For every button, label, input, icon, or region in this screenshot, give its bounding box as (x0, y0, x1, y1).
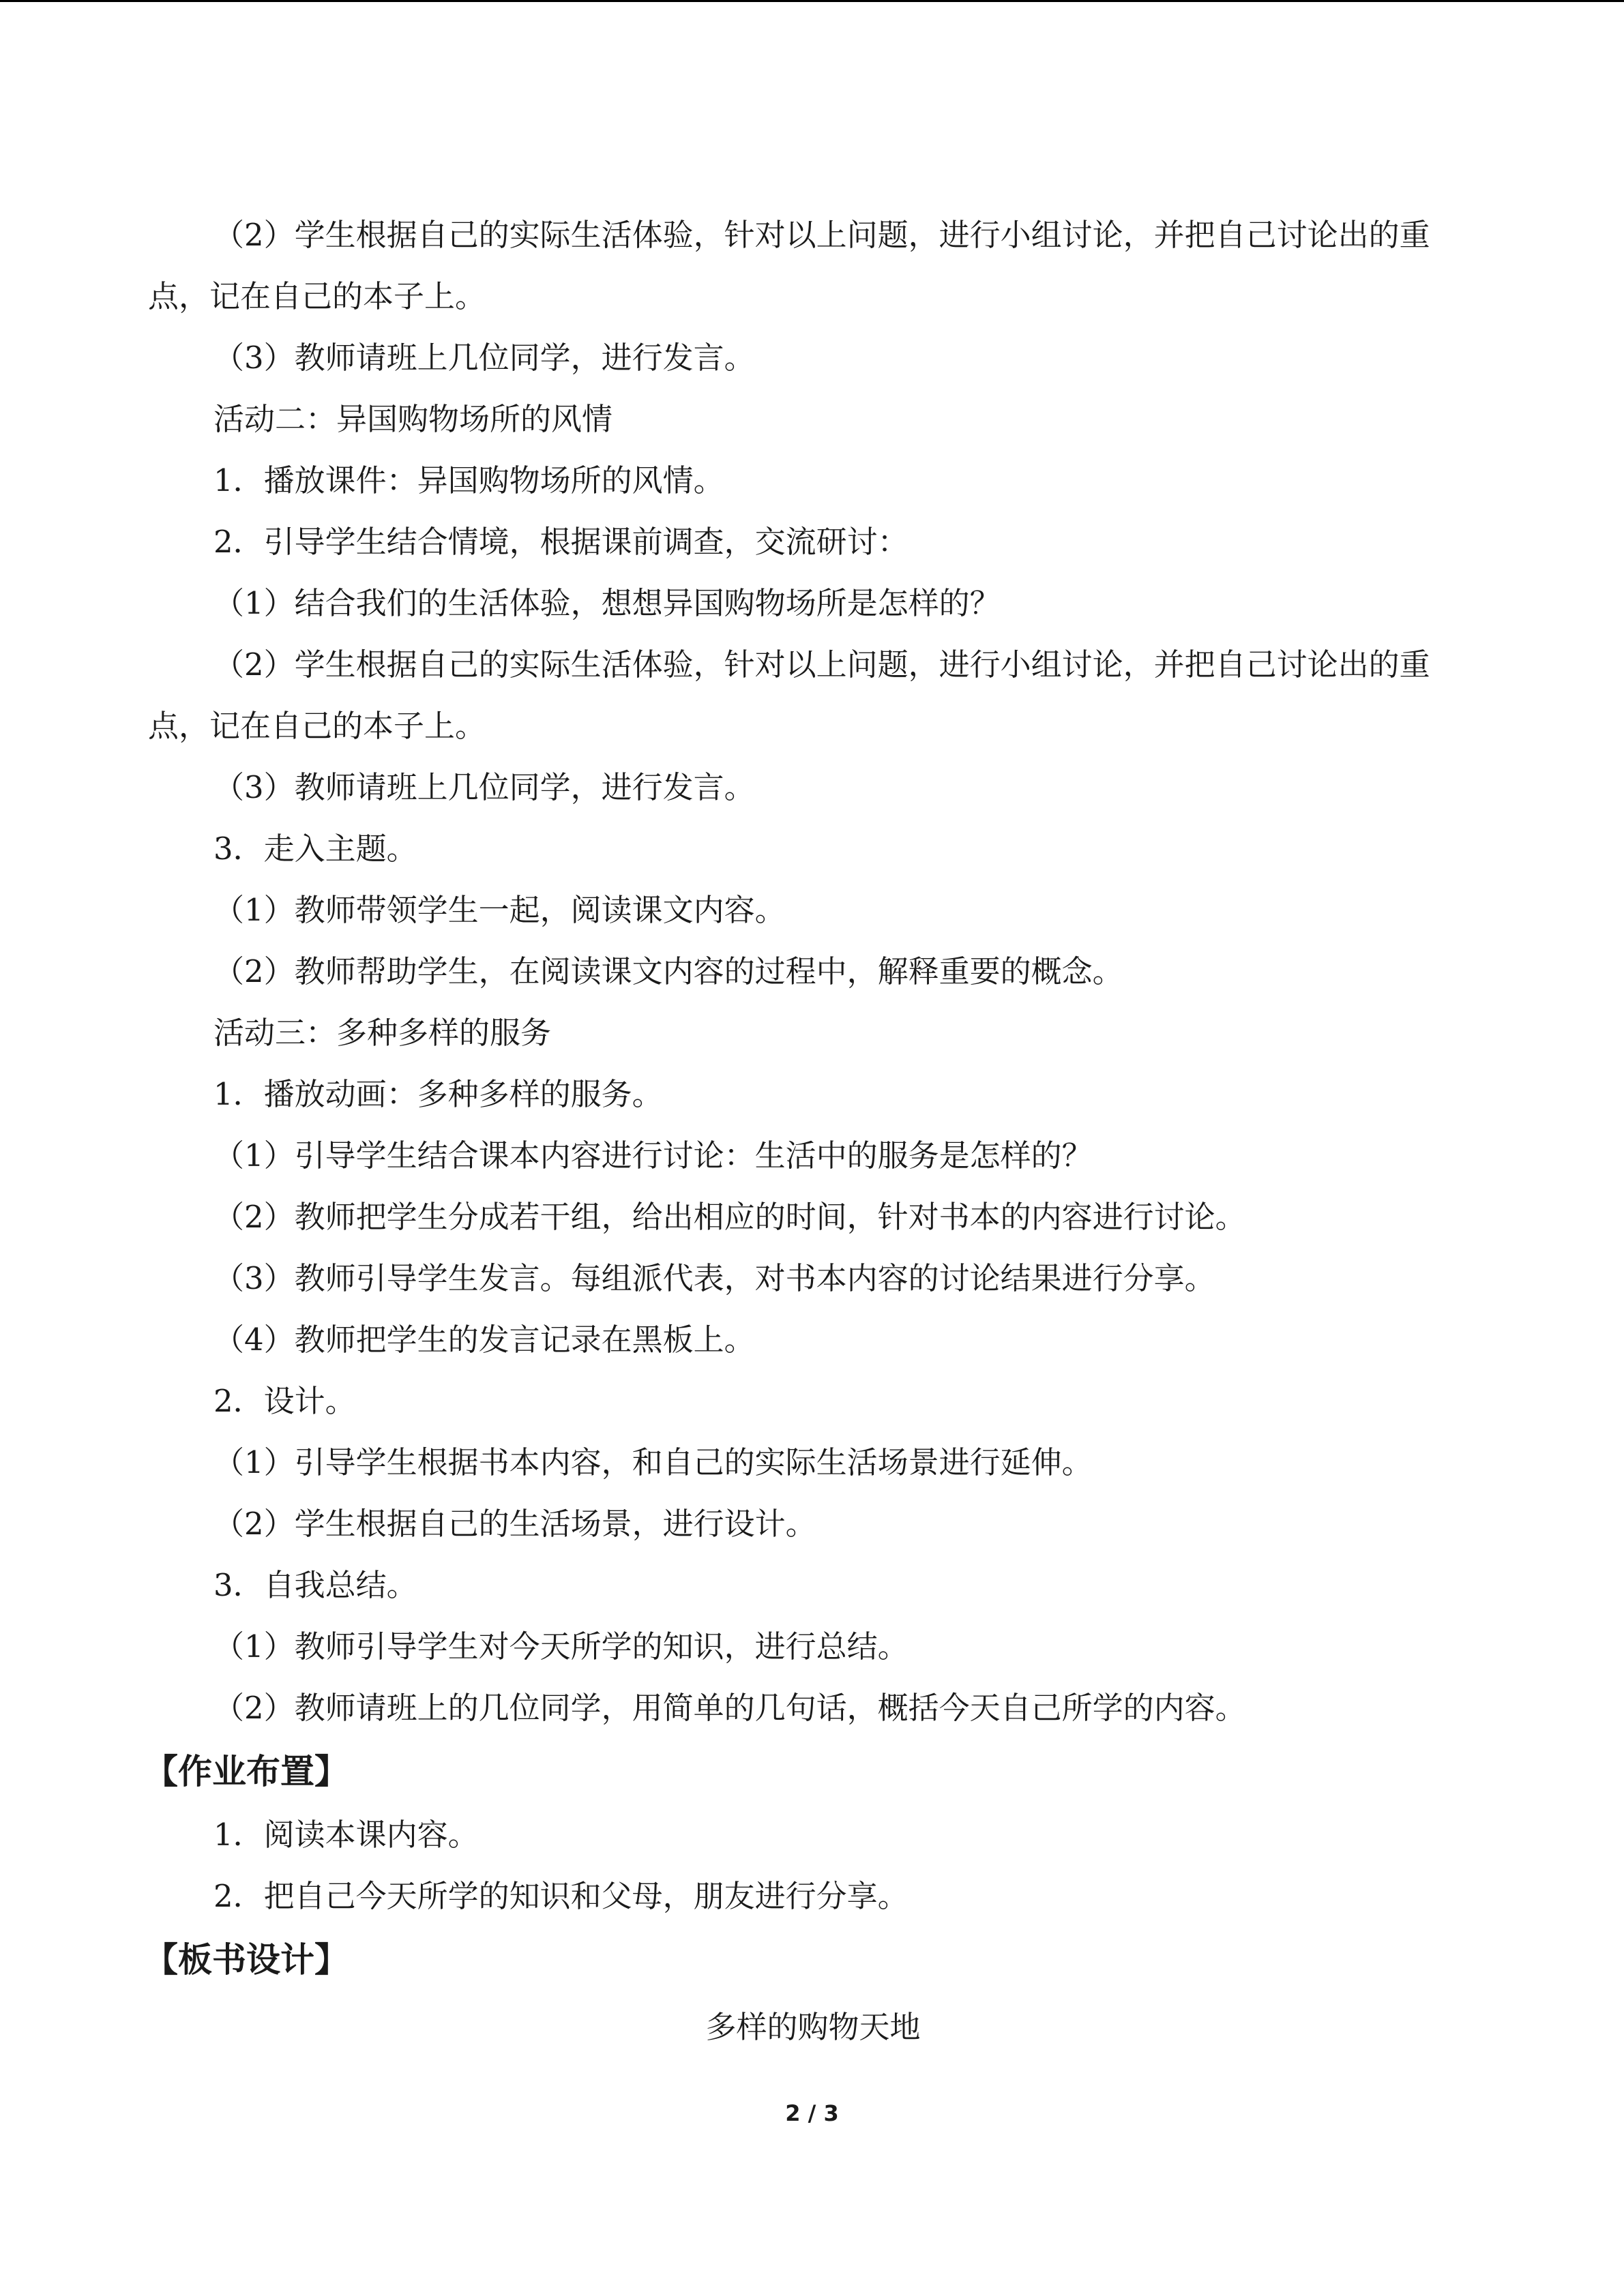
activity-heading: 活动三：多种多样的服务 (213, 1015, 552, 1051)
paragraph: 1．播放动画：多种多样的服务。 (213, 1076, 663, 1112)
paragraph: （3）教师请班上几位同学，进行发言。 (213, 769, 755, 805)
paragraph: （2）教师帮助学生，在阅读课文内容的过程中，解释重要的概念。 (213, 953, 1123, 989)
paragraph: 3．自我总结。 (213, 1567, 417, 1603)
paragraph: （1）教师带领学生一起，阅读课文内容。 (213, 892, 786, 928)
page-top-border (0, 0, 1624, 2)
paragraph: （1）教师引导学生对今天所学的知识，进行总结。 (213, 1628, 909, 1665)
paragraph: （1）结合我们的生活体验，想想异国购物场所是怎样的？ (213, 585, 1001, 621)
homework-heading: 【作业布置】 (144, 1752, 349, 1791)
paragraph: 2．引导学生结合情境，根据课前调查，交流研讨： (213, 524, 909, 560)
homework-item: 1．阅读本课内容。 (213, 1817, 479, 1853)
paragraph: 3．走入主题。 (213, 831, 417, 867)
board-design-title: 多样的购物天地 (705, 2009, 921, 2045)
paragraph: （2）学生根据自己的生活场景，进行设计。 (213, 1506, 816, 1542)
paragraph: （1）引导学生结合课本内容进行讨论：生活中的服务是怎样的？ (213, 1137, 1093, 1174)
paragraph: 1．播放课件：异国购物场所的风情。 (213, 462, 724, 498)
document-body (144, 205, 1478, 2058)
activity-heading: 活动二：异国购物场所的风情 (213, 401, 613, 437)
paragraph: （2）学生根据自己的实际生活体验，针对以上问题，进行小组讨论，并把自己讨论出的重点，记在自己的本子上。 (148, 217, 1430, 314)
paragraph: （4）教师把学生的发言记录在黑板上。 (213, 1322, 755, 1358)
paragraph: （2）学生根据自己的实际生活体验，针对以上问题，进行小组讨论，并把自己讨论出的重点，记在自己的本子上。 (148, 646, 1430, 744)
paragraph: （3）教师引导学生发言。每组派代表，对书本内容的讨论结果进行分享。 (213, 1260, 1215, 1296)
paragraph: （3）教师请班上几位同学，进行发言。 (213, 340, 755, 376)
homework-item: 2．把自己今天所学的知识和父母，朋友进行分享。 (213, 1878, 909, 1914)
board-design-heading: 【板书设计】 (144, 1940, 349, 1980)
paragraph: （2）教师把学生分成若干组，给出相应的时间，针对书本的内容进行讨论。 (213, 1199, 1246, 1235)
paragraph: 2．设计。 (213, 1383, 356, 1419)
paragraph: （1）引导学生根据书本内容，和自己的实际生活场景进行延伸。 (213, 1444, 1093, 1480)
page-number: 2 / 3 (785, 2100, 839, 2126)
paragraph: （2）教师请班上的几位同学，用简单的几句话，概括今天自己所学的内容。 (213, 1690, 1246, 1726)
